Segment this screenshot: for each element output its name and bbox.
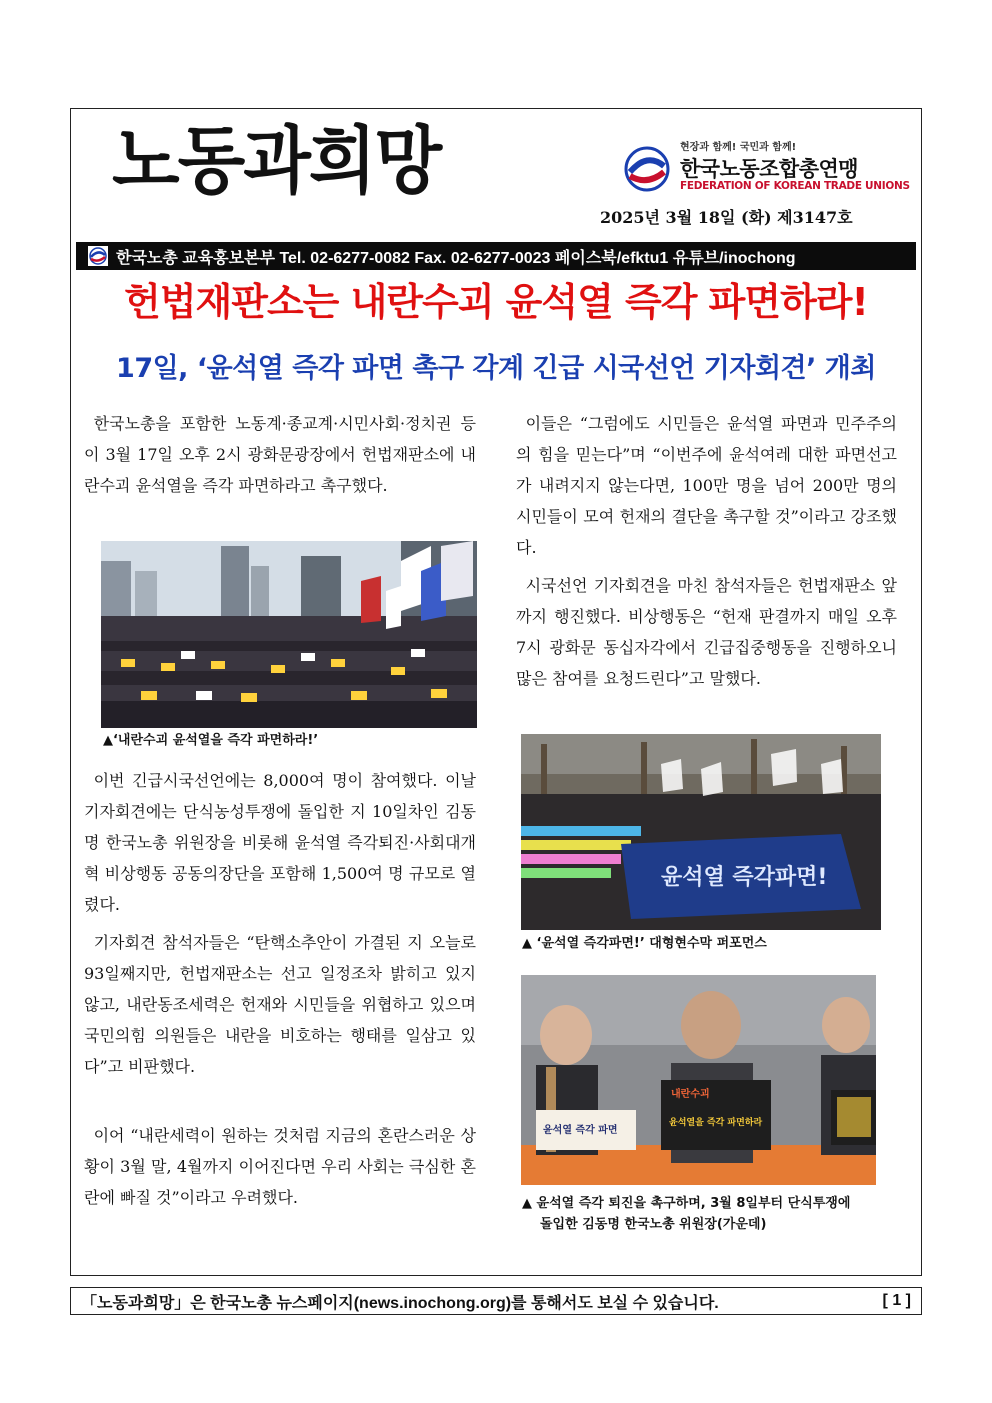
banner-performance-photo [521,734,881,930]
issue-date: 2025년 3월 18일 (화) 제3147호 [600,208,853,227]
article-paragraph: 이번 긴급시국선언에는 8,000여 명이 참여했다. 이날 기자회견에는 단식농성투쟁에 돌입한 지 10일차인 김동명 한국노총 위원장을 비롯해 윤석열 즉각퇴진·사회대개혁 비상행동 공동의장단을 포함해 1,500여 명 규모로 열렸다. [84,771,476,914]
federation-name: 한국노동조합총연맹 [680,157,859,181]
article-paragraph: 이들은 “그럼에도 시민들은 윤석열 파면과 민주주의의 힘을 믿는다”며 “이번주에 윤석여레 대한 파면선고가 내려지지 않는다면, 100만 명을 넘어 200만 명의 시민들이 모여 헌재의 결단을 촉구할 것”이라고 강조했다. [516,414,897,557]
photo-caption: 돌입한 김동명 한국노총 위원장(가운데) [540,1217,767,1232]
article-paragraph: 이어 “내란세력이 원하는 것처럼 지금의 혼란스러운 상황이 3월 말, 4월까지 이어진다면 우리 사회는 극심한 혼란에 빠질 것”이라고 우려했다. [84,1126,476,1207]
banner-text: 윤석열 즉각파면! [661,865,828,890]
footer-note: 「노동과희망」은 한국노총 뉴스페이지(news.inochong.org)를 통해서도 보실 수 있습니다. [81,1294,719,1312]
contact-info: 한국노총 교육홍보본부 Tel. 02-6277-0082 Fax. 02-6277-0023 페이스북/efktu1 유튜브/inochong [116,249,796,267]
hunger-strike-photo [521,975,876,1185]
article-paragraph: 한국노총을 포함한 노동계·종교계·시민사회·정치권 등이 3월 17일 오후 2시 광화문광장에서 헌법재판소에 내란수괴 윤석열을 즉각 파면하라고 촉구했다. [84,414,476,495]
protest-sign-text: 윤석열 즉각 파면 [543,1125,618,1136]
federation-mini-logo-icon [88,246,108,266]
article-subhead: 17일, ‘윤석열 즉각 파면 촉구 각계 긴급 시국선언 기자회견’ 개최 [116,353,876,384]
protest-sign-text: 윤석열을 즉각 파면하라 [669,1118,763,1128]
photo-caption: ▲ ‘윤석열 즉각파면!’ 대형현수막 퍼포먼스 [522,936,767,951]
photo-caption: ▲ 윤석열 즉각 퇴진을 촉구하며, 3월 8일부터 단식투쟁에 [522,1196,851,1211]
protest-sign-text: 내란수괴 [671,1089,710,1100]
federation-english-name: FEDERATION OF KOREAN TRADE UNIONS [680,180,910,192]
photo-caption: ▲‘내란수괴 윤석열을 즉각 파면하라!’ [103,733,319,748]
page-number: [ 1 ] [882,1292,911,1309]
article-paragraph: 기자회견 참석자들은 “탄핵소추안이 가결된 지 오늘로 93일째지만, 헌법재판소는 선고 일정조차 밝히고 있지 않고, 내란동조세력은 헌재와 시민들을 위협하고 있으며 국민의힘 의원들은 내란을 비호하는 행태를 일삼고 있다”고 비판했다. [84,933,476,1076]
footer [70,1287,922,1315]
article-paragraph: 시국선언 기자회견을 마친 참석자들은 헌법재판소 앞까지 행진했다. 비상행동은 “헌재 판결까지 매일 오후 7시 광화문 동십자각에서 긴급집중행동을 진행하오니 많은 참여를 요청드린다”고 말했다. [516,576,897,688]
rally-crowd-photo [101,541,477,728]
article-headline: 헌법재판소는 내란수괴 윤석열 즉각 파면하라! [124,280,868,324]
federation-slogan: 현장과 함께! 국민과 함께! [680,142,797,153]
contact-bar [76,242,916,270]
newsletter-title: 노동과희망 [112,117,441,205]
federation-logo-icon [624,146,670,192]
